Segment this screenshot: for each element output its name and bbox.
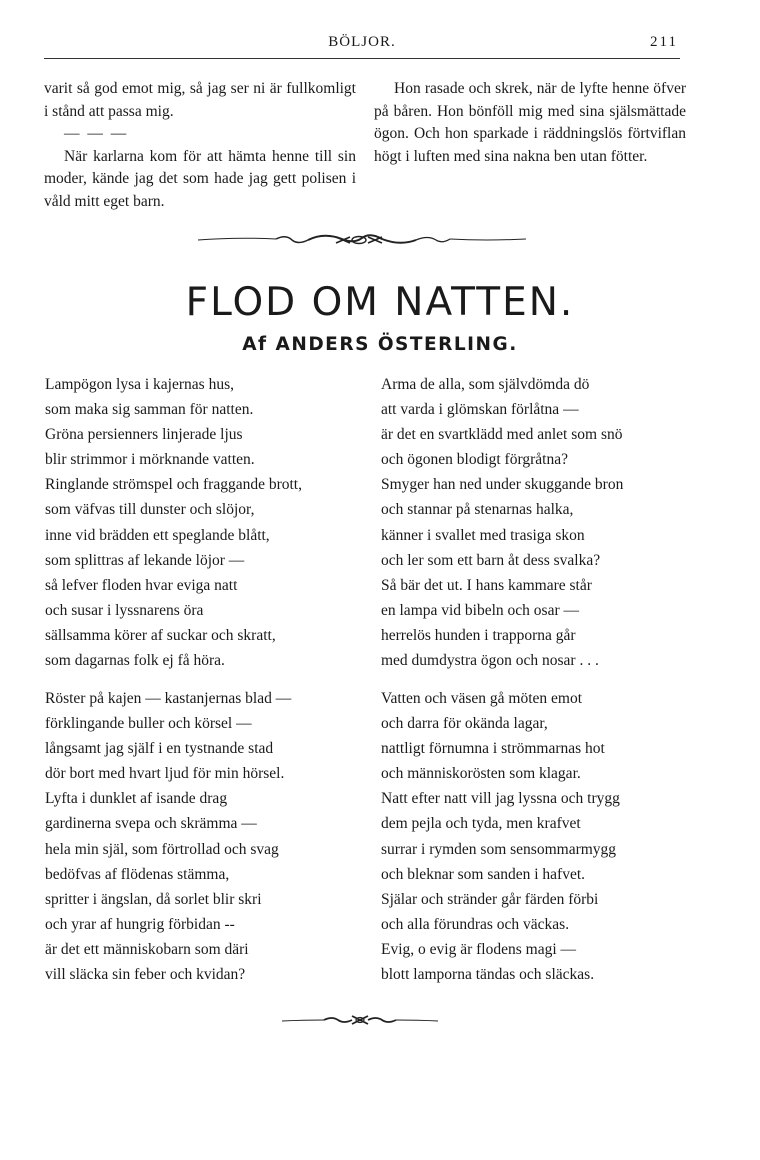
verse-line: som maka sig samman för natten.	[45, 401, 254, 419]
verse-line: dem pejla och tyda, men krafvet	[381, 815, 581, 833]
verse-line: som dagarnas folk ej få höra.	[45, 652, 225, 670]
verse-line: är det ett människobarn som däri	[45, 940, 249, 958]
verse-line: att varda i glömskan förlåtna —	[381, 401, 579, 419]
ornament-divider-icon	[196, 228, 528, 250]
verse-line: dör bort med hvart ljud för min hörsel.	[45, 765, 285, 783]
verse-line: och ögonen blodigt förgråtna?	[381, 451, 568, 469]
prose-left-column	[44, 78, 356, 214]
prose-paragraph: varit så god emot mig, så jag ser ni är fullkomligt i stånd att passa mig.	[44, 80, 356, 120]
verse-line: sällsamma körer af suckar och skratt,	[45, 626, 276, 644]
verse-line: Arma de alla, som självdömda dö	[381, 376, 590, 393]
verse-line: en lampa vid bibeln och osar —	[381, 601, 580, 619]
verse-line: känner i svallet med trasiga skon	[381, 526, 585, 544]
verse-line: och ler som ett barn åt dess svalka?	[381, 551, 601, 569]
verse-line: blott lamporna tändas och släckas.	[381, 966, 595, 984]
verse-line: Ringlande strömspel och fraggande brott,	[45, 476, 302, 494]
verse-line: och bleknar som sanden i hafvet.	[381, 865, 586, 883]
verse-line: Så bär det ut. I hans kammare står	[381, 576, 592, 594]
verse-line: med dumdystra ögon och nosar . . .	[381, 652, 599, 670]
verse-line: hela min själ, som förtrollad och svag	[45, 840, 279, 858]
verse-line: långsamt jag själf i en tystnande stad	[45, 740, 274, 758]
verse-line: spritter i ängslan, då sorlet blir skri	[45, 890, 262, 908]
poem-author: Af ANDERS ÖSTERLING.	[242, 334, 518, 355]
verse-line: och susar i lyssnarens öra	[45, 601, 204, 619]
page-header	[44, 34, 680, 59]
verse-line: inne vid brädden ett speglande blått,	[45, 526, 270, 544]
stanza	[381, 686, 620, 987]
stanza	[45, 686, 291, 987]
verse-line: blir strimmor i mörknande vatten.	[45, 451, 255, 469]
verse-line: Röster på kajen — kastanjernas blad —	[45, 690, 292, 707]
page-number: 211	[650, 34, 678, 50]
prose-paragraph: När karlarna kom för att hämta henne till sin moder, kände jag det som hade jag gett polisen i våld mitt eget barn.	[44, 147, 356, 210]
verse-line: nattligt förnumna i strömmarnas hot	[381, 740, 605, 758]
verse-line: Själar och stränder går färden förbi	[381, 890, 599, 908]
verse-line: Smyger han ned under skuggande bron	[381, 476, 624, 494]
verse-line: är det en svartklädd med anlet som snö	[381, 426, 623, 444]
verse-line: som väfvas till dunster och slöjor,	[45, 501, 255, 519]
verse-line: Vatten och väsen gå möten emot	[381, 690, 583, 707]
verse-line: och stannar på stenarnas halka,	[381, 501, 574, 519]
ornament-tailpiece-icon	[280, 1010, 440, 1030]
prose-right-column	[374, 78, 686, 168]
verse-line: surrar i rymden som sensommarmygg	[381, 840, 617, 858]
verse-line: gardinerna svepa och skrämma —	[45, 815, 257, 833]
section-separator: — — —	[64, 125, 129, 143]
verse-line: bedöfvas af flödenas stämma,	[45, 865, 230, 883]
poem-title: FLOD OM NATTEN.	[185, 280, 575, 325]
stanza	[45, 372, 302, 673]
verse-line: så lefver floden hvar eviga natt	[45, 576, 238, 594]
verse-line: och yrar af hungrig förbidan --	[45, 915, 235, 933]
verse-line: vill släcka sin feber och kvidan?	[45, 966, 246, 984]
verse-line: Natt efter natt vill jag lyssna och trygg	[381, 790, 620, 808]
verse-line: och människorösten som klagar.	[381, 765, 581, 783]
verse-line: Lampögon lysa i kajernas hus,	[45, 376, 234, 393]
verse-line: Lyfta i dunklet af isande drag	[45, 790, 228, 808]
verse-line: som splittras af lekande löjor —	[45, 551, 245, 569]
verse-line: förklingande buller och körsel —	[45, 715, 252, 733]
verse-line: och alla förundras och väckas.	[381, 915, 570, 933]
verse-line: och darra för okända lagar,	[381, 715, 548, 733]
verse-line: Evig, o evig är flodens magi —	[381, 940, 576, 958]
prose-paragraph: Hon rasade och skrek, när de lyfte henne öfver på båren. Hon bönföll mig med sina själsmättade ögon. Och hon sparkade i räddningslös förtviflan högt i luften med sina nakna ben utan fötter.	[374, 80, 686, 165]
running-title: BÖLJOR.	[328, 34, 396, 50]
verse-line: herrelös hunden i trapporna går	[381, 626, 576, 644]
verse-line: Gröna persienners linjerade ljus	[45, 426, 243, 444]
stanza	[381, 372, 623, 673]
